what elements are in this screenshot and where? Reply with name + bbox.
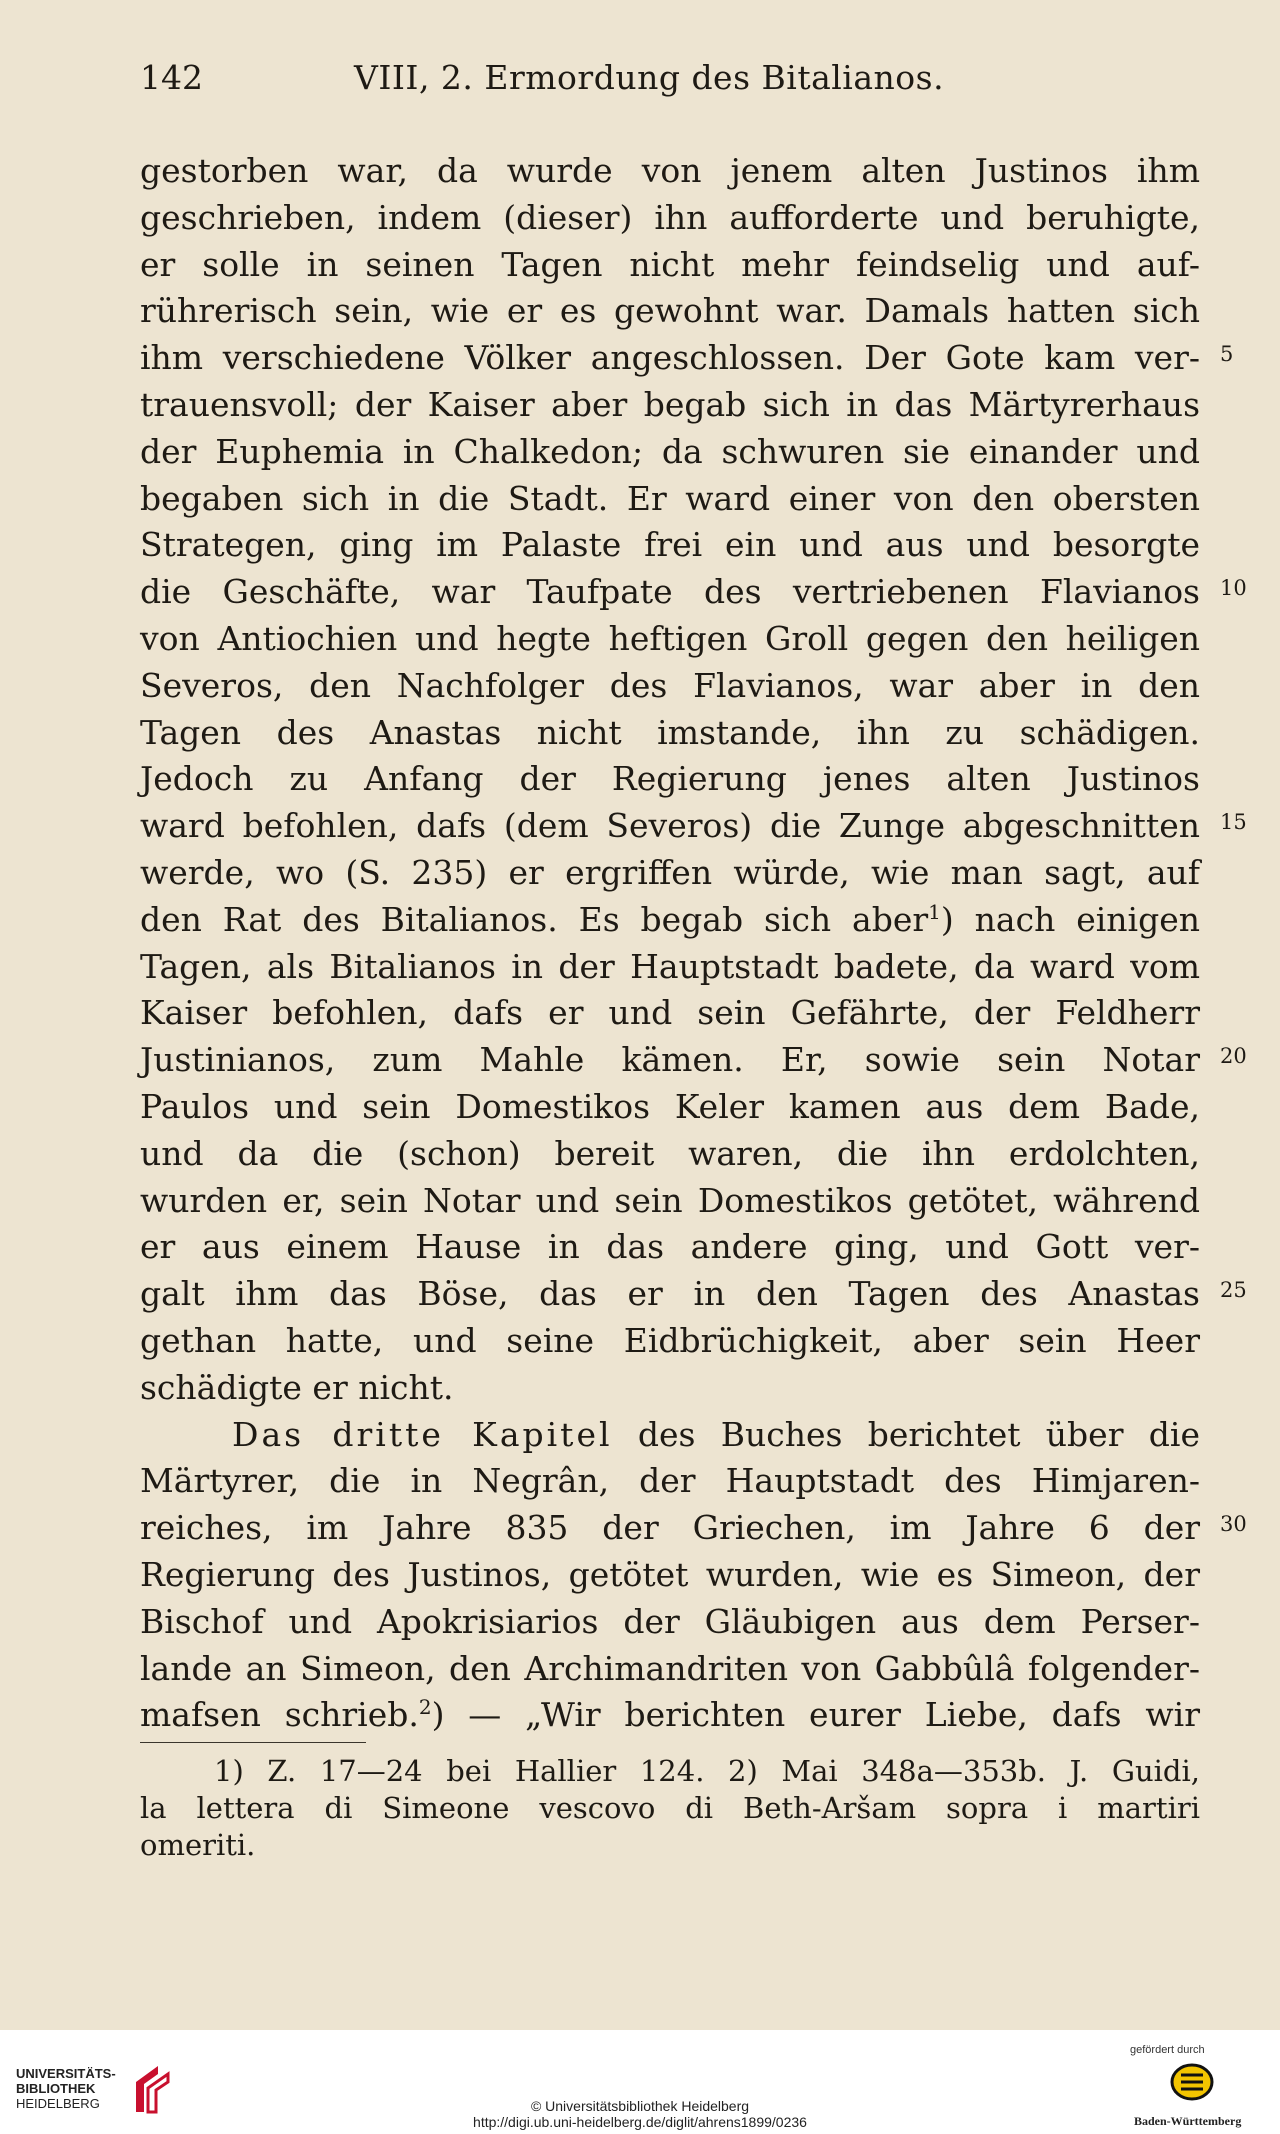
text-line: geschrieben, indem (dieser) ihn aufforderte und beruhigte, xyxy=(140,197,1200,237)
text-line: Paulos und sein Domestikos Keler kamen aus dem Bade, xyxy=(140,1086,1200,1126)
footnote-line: 1) Z. 17—24 bei Hallier 124. 2) Mai 348a—353b. J. Guidi, xyxy=(214,1754,1200,1788)
library-name-line: BIBLIOTHEK xyxy=(16,2081,96,2096)
spaced-phrase: Das dritte Kapitel xyxy=(232,1414,613,1454)
permalink[interactable]: http://digi.ub.uni-heidelberg.de/diglit/ahrens1899/0236 xyxy=(473,2114,807,2130)
copyright-notice xyxy=(0,2098,1280,2130)
text-line: Tagen des Anastas nicht imstande, ihn zu schädigen. xyxy=(140,712,1200,752)
text-line: Jedoch zu Anfang der Regierung jenes alten Justinos xyxy=(140,759,1200,799)
footnote-ref-1: 1 xyxy=(928,899,941,924)
text-line: lande an Simeon, den Archimandriten von Gabbûlâ folgender- xyxy=(140,1648,1200,1688)
text-line: er aus einem Hause in das andere ging, und Gott ver- xyxy=(140,1227,1200,1267)
text-line: Kaiser befohlen, dafs er und sein Gefährte, der Feldherr xyxy=(140,993,1200,1033)
text-line: gethan hatte, und seine Eidbrüchigkeit, aber sein Heer xyxy=(140,1320,1200,1360)
margin-line-number: 15 xyxy=(1220,810,1247,834)
text-line: er solle in seinen Tagen nicht mehr feindselig und auf- xyxy=(140,244,1200,284)
text-line: wurden er, sein Notar und sein Domestikos getötet, während xyxy=(140,1180,1200,1220)
funded-by-label: gefördert durch xyxy=(1130,2044,1205,2056)
text-line: gestorben war, da wurde von jenem alten Justinos ihm xyxy=(140,151,1200,190)
text-line: reiches, im Jahre 835 der Griechen, im Jahre 6 der xyxy=(140,1508,1200,1548)
text-line: Justinianos, zum Mahle kämen. Er, sowie sein Notar xyxy=(140,1040,1200,1080)
text-segment: des Buches berichtet über die xyxy=(612,1414,1200,1454)
text-line: Bischof und Apokrisiarios der Gläubigen aus dem Perser- xyxy=(140,1601,1200,1641)
main-text xyxy=(140,148,1200,1739)
page-number: 142 xyxy=(140,58,203,97)
digitization-footer xyxy=(0,2030,1280,2134)
text-line: der Euphemia in Chalkedon; da schwuren sie einander und xyxy=(140,431,1200,471)
text-segment: den Rat des Bitalianos. Es begab sich aber xyxy=(140,899,929,939)
margin-line-number: 30 xyxy=(1220,1512,1247,1536)
margin-line-number: 5 xyxy=(1220,342,1234,366)
text-line: die Geschäfte, war Taufpate des vertriebenen Flavianos xyxy=(140,572,1200,612)
library-name-line: UNIVERSITÄTS- xyxy=(16,2066,116,2081)
text-line: Tagen, als Bitalianos in der Hauptstadt badete, da ward vom xyxy=(140,946,1200,986)
running-header xyxy=(140,58,1200,104)
text-segment: ) — „Wir berichten eurer Liebe, dafs wir xyxy=(431,1695,1201,1735)
footnote-ref-2: 2 xyxy=(418,1695,432,1720)
footnote-line: omeriti. xyxy=(140,1828,256,1862)
margin-line-number: 25 xyxy=(1220,1278,1247,1302)
sponsor-name: Baden-Württemberg xyxy=(1134,2114,1242,2128)
text-line: Märtyrer, die in Negrân, der Hauptstadt des Himjaren- xyxy=(140,1461,1200,1501)
text-line: Regierung des Justinos, getötet wurden, wie es Simeon, der xyxy=(140,1554,1200,1594)
text-line: galt ihm das Böse, das er in den Tagen des Anastas xyxy=(140,1274,1200,1314)
text-line: Severos, den Nachfolger des Flavianos, war aber in den xyxy=(140,665,1200,705)
text-line: und da die (schon) bereit waren, die ihn erdolchten, xyxy=(140,1133,1200,1173)
text-line-with-footnote-ref xyxy=(140,897,1200,944)
text-line-with-footnote-ref xyxy=(140,1692,1200,1739)
paragraph-start xyxy=(140,1412,1200,1459)
text-line: werde, wo (S. 235) er ergriffen würde, wie man sagt, auf xyxy=(140,852,1200,892)
text-line: trauensvoll; der Kaiser aber begab sich in das Märtyrerhaus xyxy=(140,384,1200,424)
footnotes xyxy=(140,1753,1200,1864)
copyright-text: © Universitätsbibliothek Heidelberg xyxy=(530,2098,750,2114)
margin-line-number: 10 xyxy=(1220,576,1247,600)
running-title: VIII, 2. Ermordung des Bitalianos. xyxy=(354,58,945,97)
coat-of-arms-icon xyxy=(1170,2062,1214,2102)
footnote-separator xyxy=(140,1742,366,1743)
footnote-line: la lettera di Simeone vescovo di Beth-Aršam sopra i martiri xyxy=(140,1791,1200,1825)
text-line: begaben sich in die Stadt. Er ward einer von den obersten xyxy=(140,478,1200,518)
text-line: ihm verschiedene Völker angeschlossen. Der Gote kam ver- xyxy=(140,338,1200,378)
library-name-line: HEIDELBERG xyxy=(16,2096,100,2111)
text-line: schädigte er nicht. xyxy=(140,1367,454,1407)
text-line: ward befohlen, dafs (dem Severos) die Zunge abgeschnitten xyxy=(140,806,1200,846)
text-line: von Antiochien und hegte heftigen Groll gegen den heiligen xyxy=(140,618,1200,658)
margin-line-number: 20 xyxy=(1220,1044,1247,1068)
text-segment: ) nach einigen xyxy=(940,899,1200,939)
text-line: rührerisch sein, wie er es gewohnt war. Damals hatten sich xyxy=(140,291,1200,331)
text-segment: mafsen schrieb. xyxy=(140,1695,419,1735)
text-line: Strategen, ging im Palaste frei ein und aus und besorgte xyxy=(140,525,1200,565)
